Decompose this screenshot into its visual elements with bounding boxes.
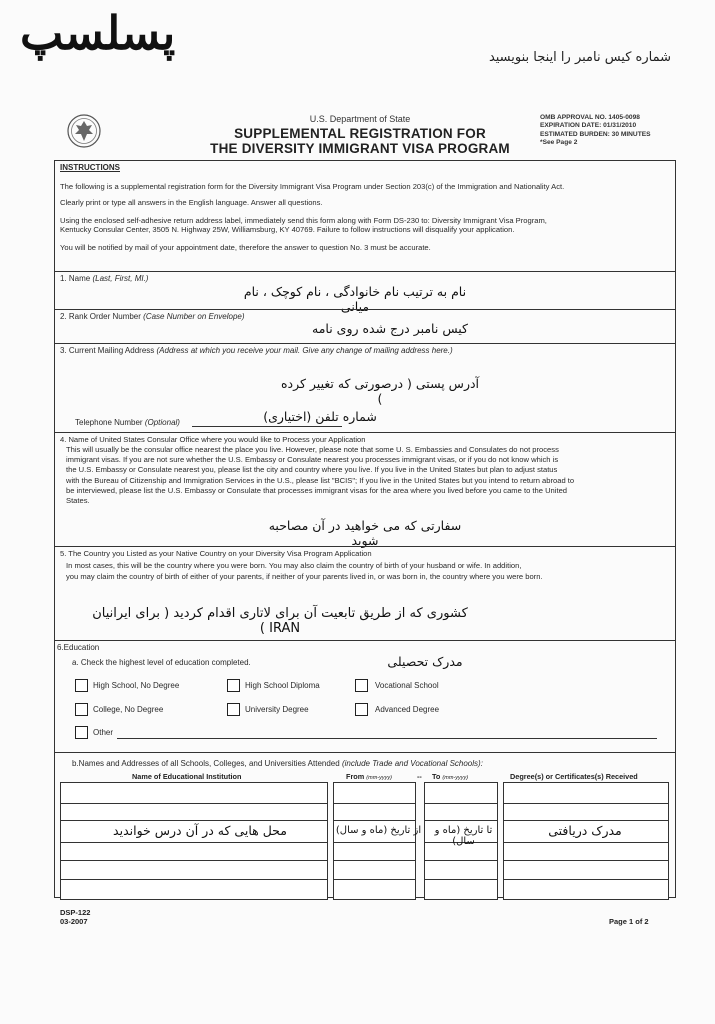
col-institution-header: Name of Educational Institution [132, 772, 242, 781]
other-input-line[interactable] [117, 738, 657, 739]
col-degree-header: Degree(s) or Certificates(s) Received [510, 772, 638, 781]
form-date: 03-2007 [60, 917, 88, 926]
table-row-line [60, 820, 328, 821]
checkbox-other[interactable] [75, 726, 88, 739]
state-department-seal-icon [66, 112, 102, 150]
q4-line4: with the Bureau of Citizenship and Immigration Services in the U.S., please list "BCIS"; If you live in the United States but you intend to return abroad to [66, 476, 575, 485]
table-row-line [333, 842, 416, 843]
to-persian-note: تا تاریخ (ماه و سال) [434, 825, 493, 847]
omb-burden: ESTIMATED BURDEN: 30 MINUTES [540, 130, 651, 138]
table-row-line [424, 803, 498, 804]
checkbox-high-school-diploma[interactable] [227, 679, 240, 692]
table-row-line [60, 879, 328, 880]
instructions-p4: You will be notified by mail of your appointment date, therefore the answer to question No. 3 must be accurate. [60, 243, 431, 252]
q4-line2: immigrant visas. If you are not sure whether the U.S. Embassy or Consulate nearest you processes immigrant visas, or if you do not know which is [66, 455, 559, 464]
omb-see-page: *See Page 2 [540, 138, 578, 146]
instructions-p1: The following is a supplemental registration form for the Diversity Immigrant Visa Program under Section 203(c) of the Immigration and Nationality Act. [60, 182, 565, 191]
col-from-header: From (mm-yyyy) [346, 772, 392, 781]
institution-persian-note: محل هایی که در آن درس خواندید [113, 823, 287, 838]
table-row-line [424, 820, 498, 821]
table-row-line [503, 803, 669, 804]
option-label: High School Diploma [245, 681, 320, 690]
option-label: University Degree [245, 705, 309, 714]
q5-line2: you may claim the country of birth of either of your parents, if neither of your parents lived in, or was born in, the country where you were born. [66, 572, 543, 581]
telephone-persian-note[interactable]: شماره تلفن (اختیاری) [263, 409, 377, 424]
col-to-header: To (mm-yyyy) [432, 772, 469, 781]
q3-persian-note[interactable]: آدرس پستی ( درصورتی که تغییر کرده ) [280, 376, 480, 406]
from-persian-note: از تاریخ (ماه و سال) [335, 825, 422, 836]
option-label: Advanced Degree [375, 705, 440, 714]
checkbox-advanced-degree[interactable] [355, 703, 368, 716]
q4-line5: be interviewed, please list the U.S. Embassy or Consulate that processes immigrant visas for the area where you lived before you came to the United [66, 486, 568, 495]
table-row-line [503, 860, 669, 861]
divider [54, 752, 676, 753]
handwritten-brand: پسلسپ [20, 6, 176, 60]
table-row-line [60, 860, 328, 861]
department-name: U.S. Department of State [309, 114, 411, 124]
institution-cell[interactable] [60, 782, 328, 900]
instructions-p3b: Kentucky Consular Center, 3505 N. Highway 25W, Williamsburg, KY 40769. Failure to follow instructions will disqualify your application. [60, 225, 515, 234]
form-header [200, 114, 520, 156]
case-number-note: شماره کیس نامبر را اینجا بنویسید [488, 50, 671, 65]
q2-label: 2. Rank Order Number (Case Number on Envelope) [60, 312, 245, 321]
checkbox-high-school-no-degree[interactable] [75, 679, 88, 692]
checkbox-college-no-degree[interactable] [75, 703, 88, 716]
option-label: Other [93, 728, 114, 737]
q4-line1: This will usually be the consular office nearest the place you live. However, please note that some U. S. Embassies and Consulates do not process [66, 445, 559, 454]
table-row-line [424, 879, 498, 880]
q5-label: 5. The Country you Listed as your Native Country on your Diversity Visa Program Application [60, 549, 372, 558]
omb-number: OMB APPROVAL NO. 1405-0098 [540, 114, 640, 121]
table-row-line [503, 820, 669, 821]
table-row-line [333, 860, 416, 861]
divider [54, 640, 676, 641]
form-number: DSP-122 [60, 908, 91, 917]
q1-persian-note[interactable]: نام به ترتیب نام خانوادگی ، نام کوچک ، نام میانی [243, 284, 467, 314]
option-label: College, No Degree [93, 705, 164, 714]
checkbox-university-degree[interactable] [227, 703, 240, 716]
q6a-persian-note: مدرک تحصیلی [387, 654, 463, 669]
q6b-label: b.Names and Addresses of all Schools, Colleges, and Universities Attended (include Trade and Vocational Schools): [72, 759, 483, 768]
omb-approval-block [540, 114, 651, 147]
checkbox-vocational-school[interactable] [355, 679, 368, 692]
divider [54, 309, 676, 310]
table-row-line [60, 803, 328, 804]
q5-persian-note[interactable]: کشوری که از طریق تابعیت آن برای لاتاری اقدام کردید ( برای ایرانیان IRAN ) [92, 606, 468, 636]
q5-line1: In most cases, this will be the country where you were born. You may also claim the country of birth of your husband or wife. In addition, [66, 561, 522, 570]
q6-label: 6.Education [57, 643, 100, 652]
instructions-p3a: Using the enclosed self-adhesive return address label, immediately send this form along with Form DS-230 to: Diversity Immigrant Visa Program, [60, 216, 547, 225]
table-row-line [333, 803, 416, 804]
table-row-line [60, 842, 328, 843]
table-row-line [503, 879, 669, 880]
table-row-line [424, 860, 498, 861]
form-title-line1: SUPPLEMENTAL REGISTRATION FOR [234, 126, 486, 141]
instructions-heading: INSTRUCTIONS [60, 163, 120, 172]
q4-persian-note[interactable]: سفارتی که می خواهید در آن مصاحبه شوید [268, 518, 462, 548]
q4-label: 4. Name of United States Consular Office where you would like to Process your Application [60, 435, 366, 444]
degree-cell[interactable] [503, 782, 669, 900]
page-number: Page 1 of 2 [609, 917, 649, 926]
q6a-label: a. Check the highest level of education completed. [72, 658, 251, 667]
divider [54, 343, 676, 344]
omb-expiration: EXPIRATION DATE: 01/31/2010 [540, 122, 637, 130]
option-label: High School, No Degree [93, 681, 180, 690]
col-dash: -- [417, 772, 422, 781]
q4-line3: the U.S. Embassy or Consulate nearest you, please list the city and country where you live. If you live in the United States but plan to adjust status [66, 465, 558, 474]
table-row-line [333, 879, 416, 880]
instructions-p2: Clearly print or type all answers in the English language. Answer all questions. [60, 198, 323, 207]
q4-line6: States. [66, 496, 90, 505]
divider [54, 546, 676, 547]
divider [54, 432, 676, 433]
q3-label: 3. Current Mailing Address (Address at which you receive your mail. Give any change of mailing address here.) [60, 346, 453, 355]
telephone-label: Telephone Number (Optional) [75, 418, 180, 427]
telephone-line [192, 426, 342, 427]
q2-persian-note[interactable]: کیس نامبر درج شده روی نامه [312, 321, 468, 336]
degree-persian-note: مدرک دریافتی [548, 823, 622, 838]
table-row-line [333, 820, 416, 821]
divider [54, 271, 676, 272]
option-label: Vocational School [375, 681, 439, 690]
from-cell[interactable] [333, 782, 416, 900]
form-title-line2: THE DIVERSITY IMMIGRANT VISA PROGRAM [210, 141, 510, 156]
q1-label: 1. Name (Last, First, MI.) [60, 274, 149, 283]
table-row-line [503, 842, 669, 843]
